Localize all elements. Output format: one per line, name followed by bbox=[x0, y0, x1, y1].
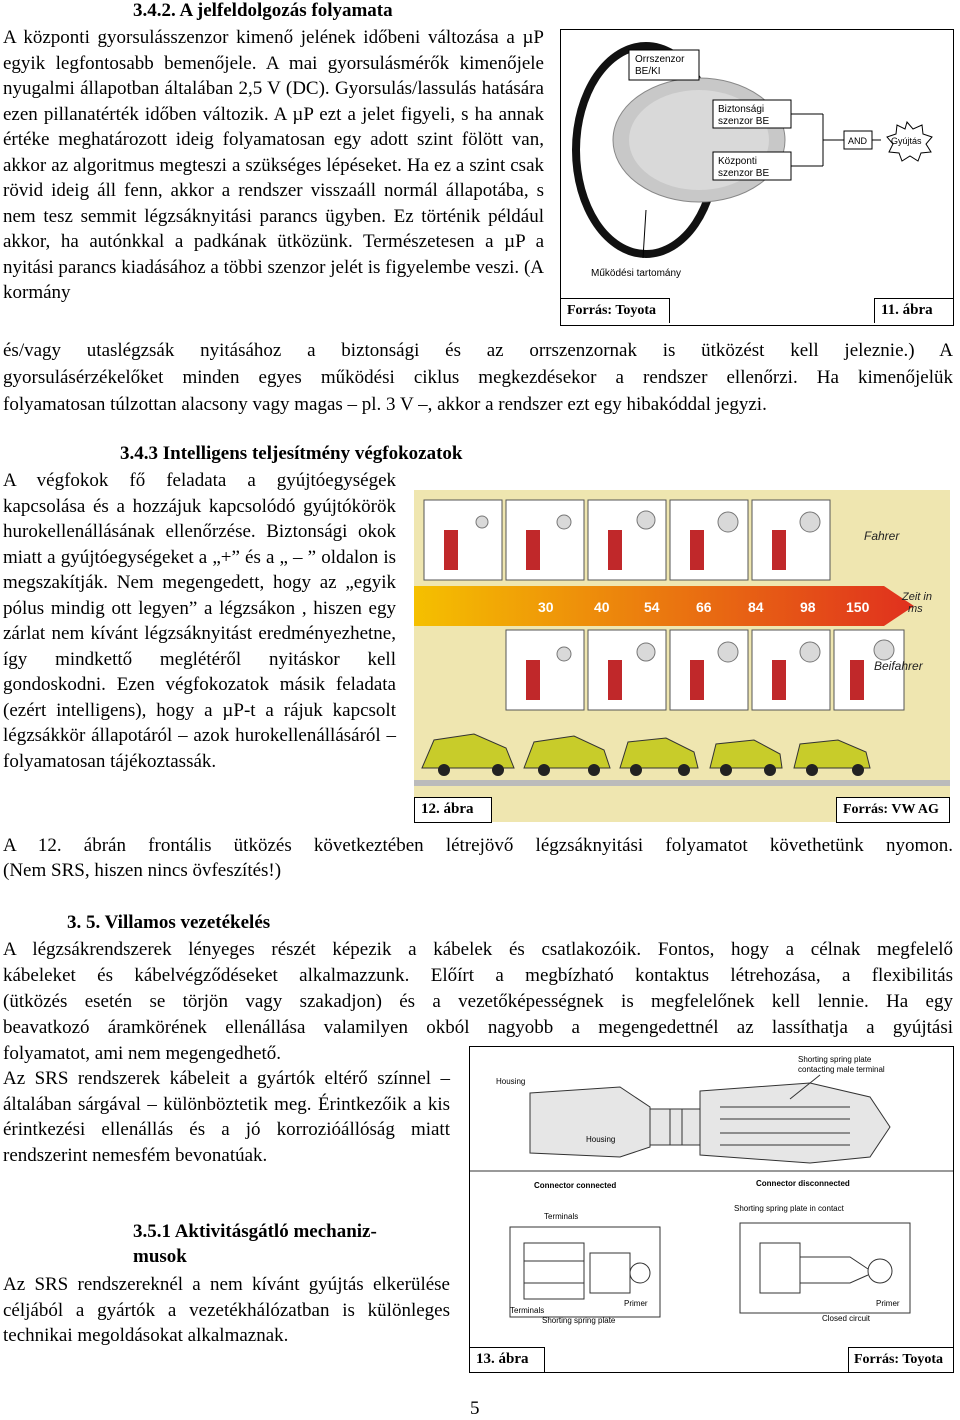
fig12-number-box bbox=[414, 797, 492, 823]
fig13-number-box bbox=[470, 1347, 545, 1372]
zeit-label-2: ms bbox=[908, 603, 923, 615]
fig12-number: 12. ábra bbox=[421, 801, 474, 817]
time-54: 54 bbox=[644, 599, 660, 615]
text-line: (Nem SRS, hiszen nincs övfeszítés!) bbox=[3, 860, 282, 881]
page-number: 5 bbox=[470, 1398, 480, 1419]
fig13-source: Forrás: Toyota bbox=[854, 1352, 944, 1367]
housing-left-label: Housing bbox=[496, 1077, 526, 1086]
closed-circuit-label: Closed circuit bbox=[822, 1314, 871, 1323]
paragraph-351: Az SRS rendszereknél a nem kívánt gyújtás elkerülése céljából a gyártók a vezetékhálózatban is különleges technikai megoldásokat alkalmaznak. bbox=[3, 1274, 450, 1346]
text-line: és/vagy utaslégzsák nyitásához a biztonsági és az orrszenzornak is ütközést kell jeleznie.) A bbox=[3, 340, 953, 361]
section-heading-35: 3. 5. Villamos vezetékelés bbox=[67, 912, 271, 933]
fig11-number: 11. ábra bbox=[881, 302, 933, 318]
fig11-number-box bbox=[874, 298, 953, 323]
orrszenzor-label-2: BE/KI bbox=[635, 66, 661, 77]
mukodesi-tartomany-label: Működési tartomány bbox=[591, 268, 682, 279]
time-30: 30 bbox=[538, 599, 554, 615]
section-heading-351-l1: 3.5.1 Aktivitásgátló mechaniz- bbox=[133, 1221, 377, 1242]
paragraph-343: A végfokok fő feladata a gyújtóegységek kapcsolása és a hozzájuk kapcsolódó gyújtókörök hurokellenállásának ellenőrzése. Biztonsági okok miatt a gyújtóegységeket a „+” és a „ – ” oldalon is megszakítják. Nem megengedett, hogy az „egyik pólus mindig ott legyen” a légzsákon , hiszen egy zárlat nem kívánt légzsáknyitást eredményezhetne, így mindkettő meglétéről nyitáskor kell gondoskodni. Ezen végfokozatok másik feladata (ezért intelligens), hogy a µP-t a rájuk kapcsolt légzsákkör állapotáról – azok hurokellenállásáról – folyamatosan tájékoztassák. bbox=[3, 470, 396, 772]
shorting-top-label-1: Shorting spring plate bbox=[798, 1055, 872, 1064]
fig12-source-box bbox=[836, 797, 950, 823]
text-line: A 12. ábrán frontális ütközés következtében létrejövő légzsáknyitási folyamatot követhetünk nyomon. bbox=[3, 835, 953, 856]
kozponti-label-2: szenzor BE bbox=[718, 168, 770, 179]
connector-disconnected-label: Connector disconnected bbox=[756, 1179, 850, 1188]
primer-label-1: Primer bbox=[624, 1299, 648, 1308]
text-line: gyorsulásérzékelőket minden egyes működési ciklus megkezdésekor a rendszer ellenőrzi. Ha kimenőjelük bbox=[3, 367, 953, 388]
paragraph-342: A központi gyorsulásszenzor kimenő jelének időbeni változása a µP egyik legfontosabb bemenőjele. A mai gyorsulásmérők kimenőjele nyugalmi állapotban általában 2,5 V (DC). Gyorsulás/lassulás hatására ezen pillanatérték időben változik. A µP ezt a jelet figyeli, s ha annak értéke meghatározott ideig folyamatosan egy adott szint fölött van, akkor az algoritmus megteszi a szükséges lépéseket. Ha ez a szint csak rövid ideig áll fenn, akkor a rendszer visszaáll normál állapotába, s nem tesz semmit légzsáknyitási parancs ügyben. Ez történik például akkor, ha autónkkal a padkának ütközünk. Természetesen a µP a nyitási parancs kiadásához a többi szenzor jelét is figyelembe veszi. (A kormány bbox=[3, 27, 544, 303]
text-line: A légzsákrendszerek lényeges részét képezik a kábelek és csatlakozóik. Fontos, hogy a célnak megfelelő bbox=[3, 939, 953, 960]
section-heading-342: 3.4.2. A jelfeldolgozás folyamata bbox=[133, 0, 393, 21]
fig13-number: 13. ábra bbox=[476, 1351, 529, 1367]
text-line: beavatkozó áramkörének ellenállása valamilyen okból nagyobb a megengedettnél az lassíthatja a gyújtási bbox=[3, 1017, 953, 1038]
figure-11 bbox=[560, 29, 954, 326]
beifahrer-label: Beifahrer bbox=[874, 659, 923, 673]
biztonsagi-label-1: Biztonsági bbox=[718, 104, 765, 115]
and-gate-label: AND bbox=[848, 136, 868, 146]
time-98: 98 bbox=[800, 599, 816, 615]
time-66: 66 bbox=[696, 599, 712, 615]
connector-connected-label: Connector connected bbox=[534, 1181, 617, 1190]
fig11-source: Forrás: Toyota bbox=[567, 303, 657, 318]
text-line: folyamatosan túlzottan alacsony vagy magas – pl. 3 V –, akkor a rendszer ezt egy hibakóddal jegyzi. bbox=[3, 394, 767, 415]
biztonsagi-label-2: szenzor BE bbox=[718, 116, 770, 127]
zeit-label-1: Zeit in bbox=[902, 591, 932, 603]
time-84: 84 bbox=[748, 599, 764, 615]
terminals-label-2: Terminals bbox=[510, 1306, 545, 1315]
housing-center-label: Housing bbox=[586, 1135, 616, 1144]
text-line: (ütközés esetén se törjön vagy szakadjon) és a vezetőképességnek is megfelelőnek kell lennie. Ha egy bbox=[3, 991, 953, 1012]
primer-label-2: Primer bbox=[876, 1299, 900, 1308]
time-150: 150 bbox=[846, 599, 870, 615]
text-line: kábeleket és kábelvégződéseket alkalmazzunk. Előírt a megbízható kontaktus létrehozása, a flexibilitás bbox=[3, 965, 953, 986]
fig11-source-box bbox=[561, 298, 670, 323]
figure-12 bbox=[414, 490, 950, 822]
section-heading-351-l2: musok bbox=[133, 1246, 187, 1267]
figure-11-diagram bbox=[561, 30, 953, 325]
time-40: 40 bbox=[594, 599, 610, 615]
kozponti-label-1: Központi bbox=[718, 156, 757, 167]
shorting-contact-label: Shorting spring plate in contact bbox=[734, 1204, 844, 1213]
figure-13 bbox=[469, 1046, 954, 1373]
fig13-source-box bbox=[848, 1347, 953, 1372]
gyujtas-label: Gyújtás bbox=[891, 136, 922, 146]
text-line: folyamatot, ami nem megengedhető. bbox=[3, 1043, 282, 1064]
orrszenzor-label-1: Orrszenzor bbox=[635, 54, 685, 65]
figure-13-diagram bbox=[470, 1047, 953, 1372]
fig12-source: Forrás: VW AG bbox=[843, 802, 939, 817]
paragraph-35: Az SRS rendszerek kábeleit a gyártók eltérő színnel – általában sárgával – különböztetik meg. Érintkezőik a kis érintkezési ellenállás és a jó korrozióállóság miatt rendszerint nemesfém bevonatúak. bbox=[3, 1068, 450, 1166]
fahrer-label: Fahrer bbox=[864, 529, 900, 543]
shorting-top-label-2: contacting male terminal bbox=[798, 1065, 885, 1074]
section-heading-343: 3.4.3 Intelligens teljesítmény végfokozatok bbox=[120, 443, 463, 464]
figure-12-diagram bbox=[414, 490, 950, 822]
shorting-plate-label: Shorting spring plate bbox=[542, 1316, 616, 1325]
terminals-label-1: Terminals bbox=[544, 1212, 579, 1221]
